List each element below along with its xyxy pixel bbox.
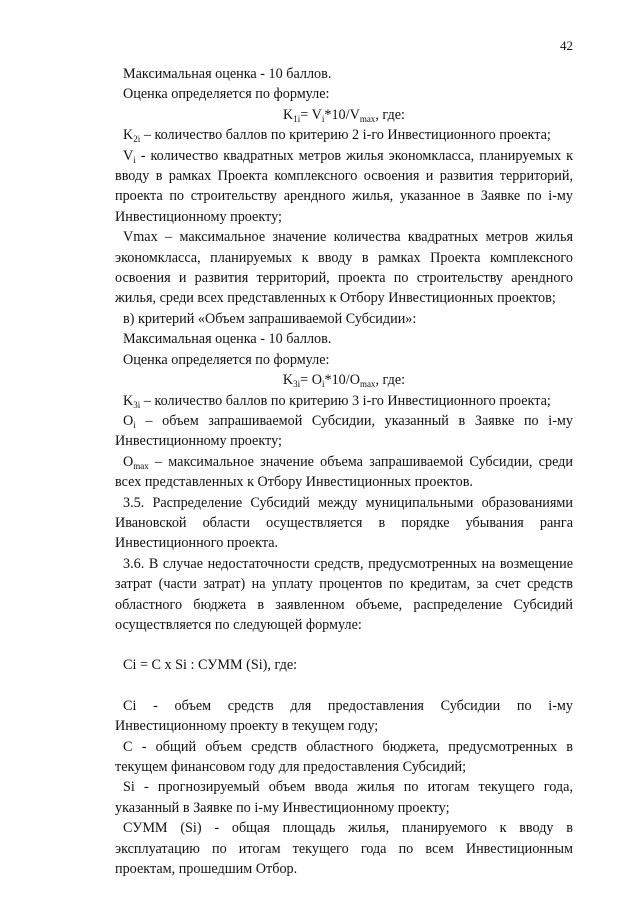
paragraph <box>115 146 573 228</box>
paragraph: 3.5. Распределение Субсидий между муниципальными образованиями Ивановской области осуществляется в порядке убывания ранга Инвестиционного проекта. <box>115 494 573 552</box>
subscript: 3i <box>133 399 141 410</box>
paragraph: Оценка определяется по формуле: <box>123 86 330 103</box>
paragraph: Ci - объем средств для предоставления Субсидии по i-му Инвестиционному проекту в текущем году; <box>115 697 573 735</box>
document-body <box>115 64 573 879</box>
text-run: - количество квадратных метров жилья экономкласса, планируемых к вводу в рамках Проекта комплексного освоения и развития территорий, проекта по строительству арендного жилья, указанное в Заявке по i-му Инвестиционному проекту; <box>115 147 573 225</box>
paragraph: Максимальная оценка - 10 баллов. <box>123 66 332 82</box>
paragraph-spacer <box>115 676 573 696</box>
text-run: K <box>283 106 294 123</box>
formula-line <box>115 105 573 125</box>
text-run: K <box>123 392 134 409</box>
paragraph <box>115 125 573 145</box>
text-run: , где: <box>375 106 405 123</box>
paragraph: Ci = C x Si : СУММ (Si), где: <box>123 657 298 674</box>
subscript: 1i <box>293 113 301 124</box>
paragraph <box>115 391 573 411</box>
page-number: 42 <box>560 38 573 53</box>
paragraph-spacer <box>115 635 573 655</box>
text-run: O <box>123 412 134 429</box>
text-run: – количество баллов по критерию 2 i-го Инвестиционного проекта; <box>140 127 551 144</box>
text-run: K <box>282 372 294 389</box>
paragraph: в) критерий «Объем запрашиваемой Субсидии»: <box>123 310 417 327</box>
subscript: i <box>321 113 325 124</box>
text-run: V <box>123 147 134 164</box>
text-run: *10/V <box>324 106 360 123</box>
formula-line <box>115 370 573 390</box>
text-run: – объем запрашиваемой Субсидии, указанный в Заявке по i-му Инвестиционному проекту; <box>115 412 573 450</box>
subscript: 3i <box>293 379 301 390</box>
paragraph: СУММ (Si) - общая площадь жилья, планируемого к вводу в эксплуатацию по итогам текущего года по всем Инвестиционным проектам, прошедшим Отбор. <box>115 820 573 878</box>
subscript: 2i <box>133 134 141 145</box>
subscript: i <box>133 419 136 430</box>
text-run: – максимальное значение объема запрашиваемой Субсидии, среди всех представленных к Отбору Инвестиционных проектов. <box>115 453 573 491</box>
text-run: – количество баллов по критерию 3 i-го Инвестиционного проекта; <box>140 392 551 409</box>
paragraph: Si - прогнозируемый объем ввода жилья по итогам текущего года, указанный в Заявке по i-му Инвестиционному проекту; <box>115 779 573 816</box>
paragraph: Максимальная оценка - 10 баллов. <box>123 331 332 348</box>
text-run: K <box>123 127 134 144</box>
subscript: max <box>359 379 376 390</box>
paragraph: Оценка определяется по формуле: <box>123 351 330 368</box>
subscript: max <box>133 460 149 471</box>
paragraph: 3.6. В случае недостаточности средств, предусмотренных на возмещение затрат (части затрат) на уплату процентов по кредитам, за счет средств областного бюджета в заявленном объеме, распределение Субсидий осуществляется по следующей формуле: <box>115 555 573 633</box>
subscript: i <box>133 154 136 165</box>
paragraph: C - общий объем средств областного бюджета, предусмотренных в текущем финансовом году для предоставления Субсидий; <box>115 738 573 775</box>
text-run: O <box>123 453 134 470</box>
text-run: = V <box>300 106 322 123</box>
text-run: = O <box>300 372 322 389</box>
text-run: *10/O <box>324 372 360 389</box>
subscript: max <box>359 113 376 124</box>
paragraph: Vmax – максимальное значение количества квадратных метров жилья экономкласса, планируемых к вводу в рамках Проекта комплексного освоения и развития территорий, проекта по строительству арендного жилья, среди всех представленных к Отбору Инвестиционных проектов; <box>115 229 573 307</box>
subscript: i <box>321 379 325 390</box>
paragraph <box>115 452 573 493</box>
paragraph <box>115 411 573 452</box>
text-run: , где: <box>375 372 406 389</box>
